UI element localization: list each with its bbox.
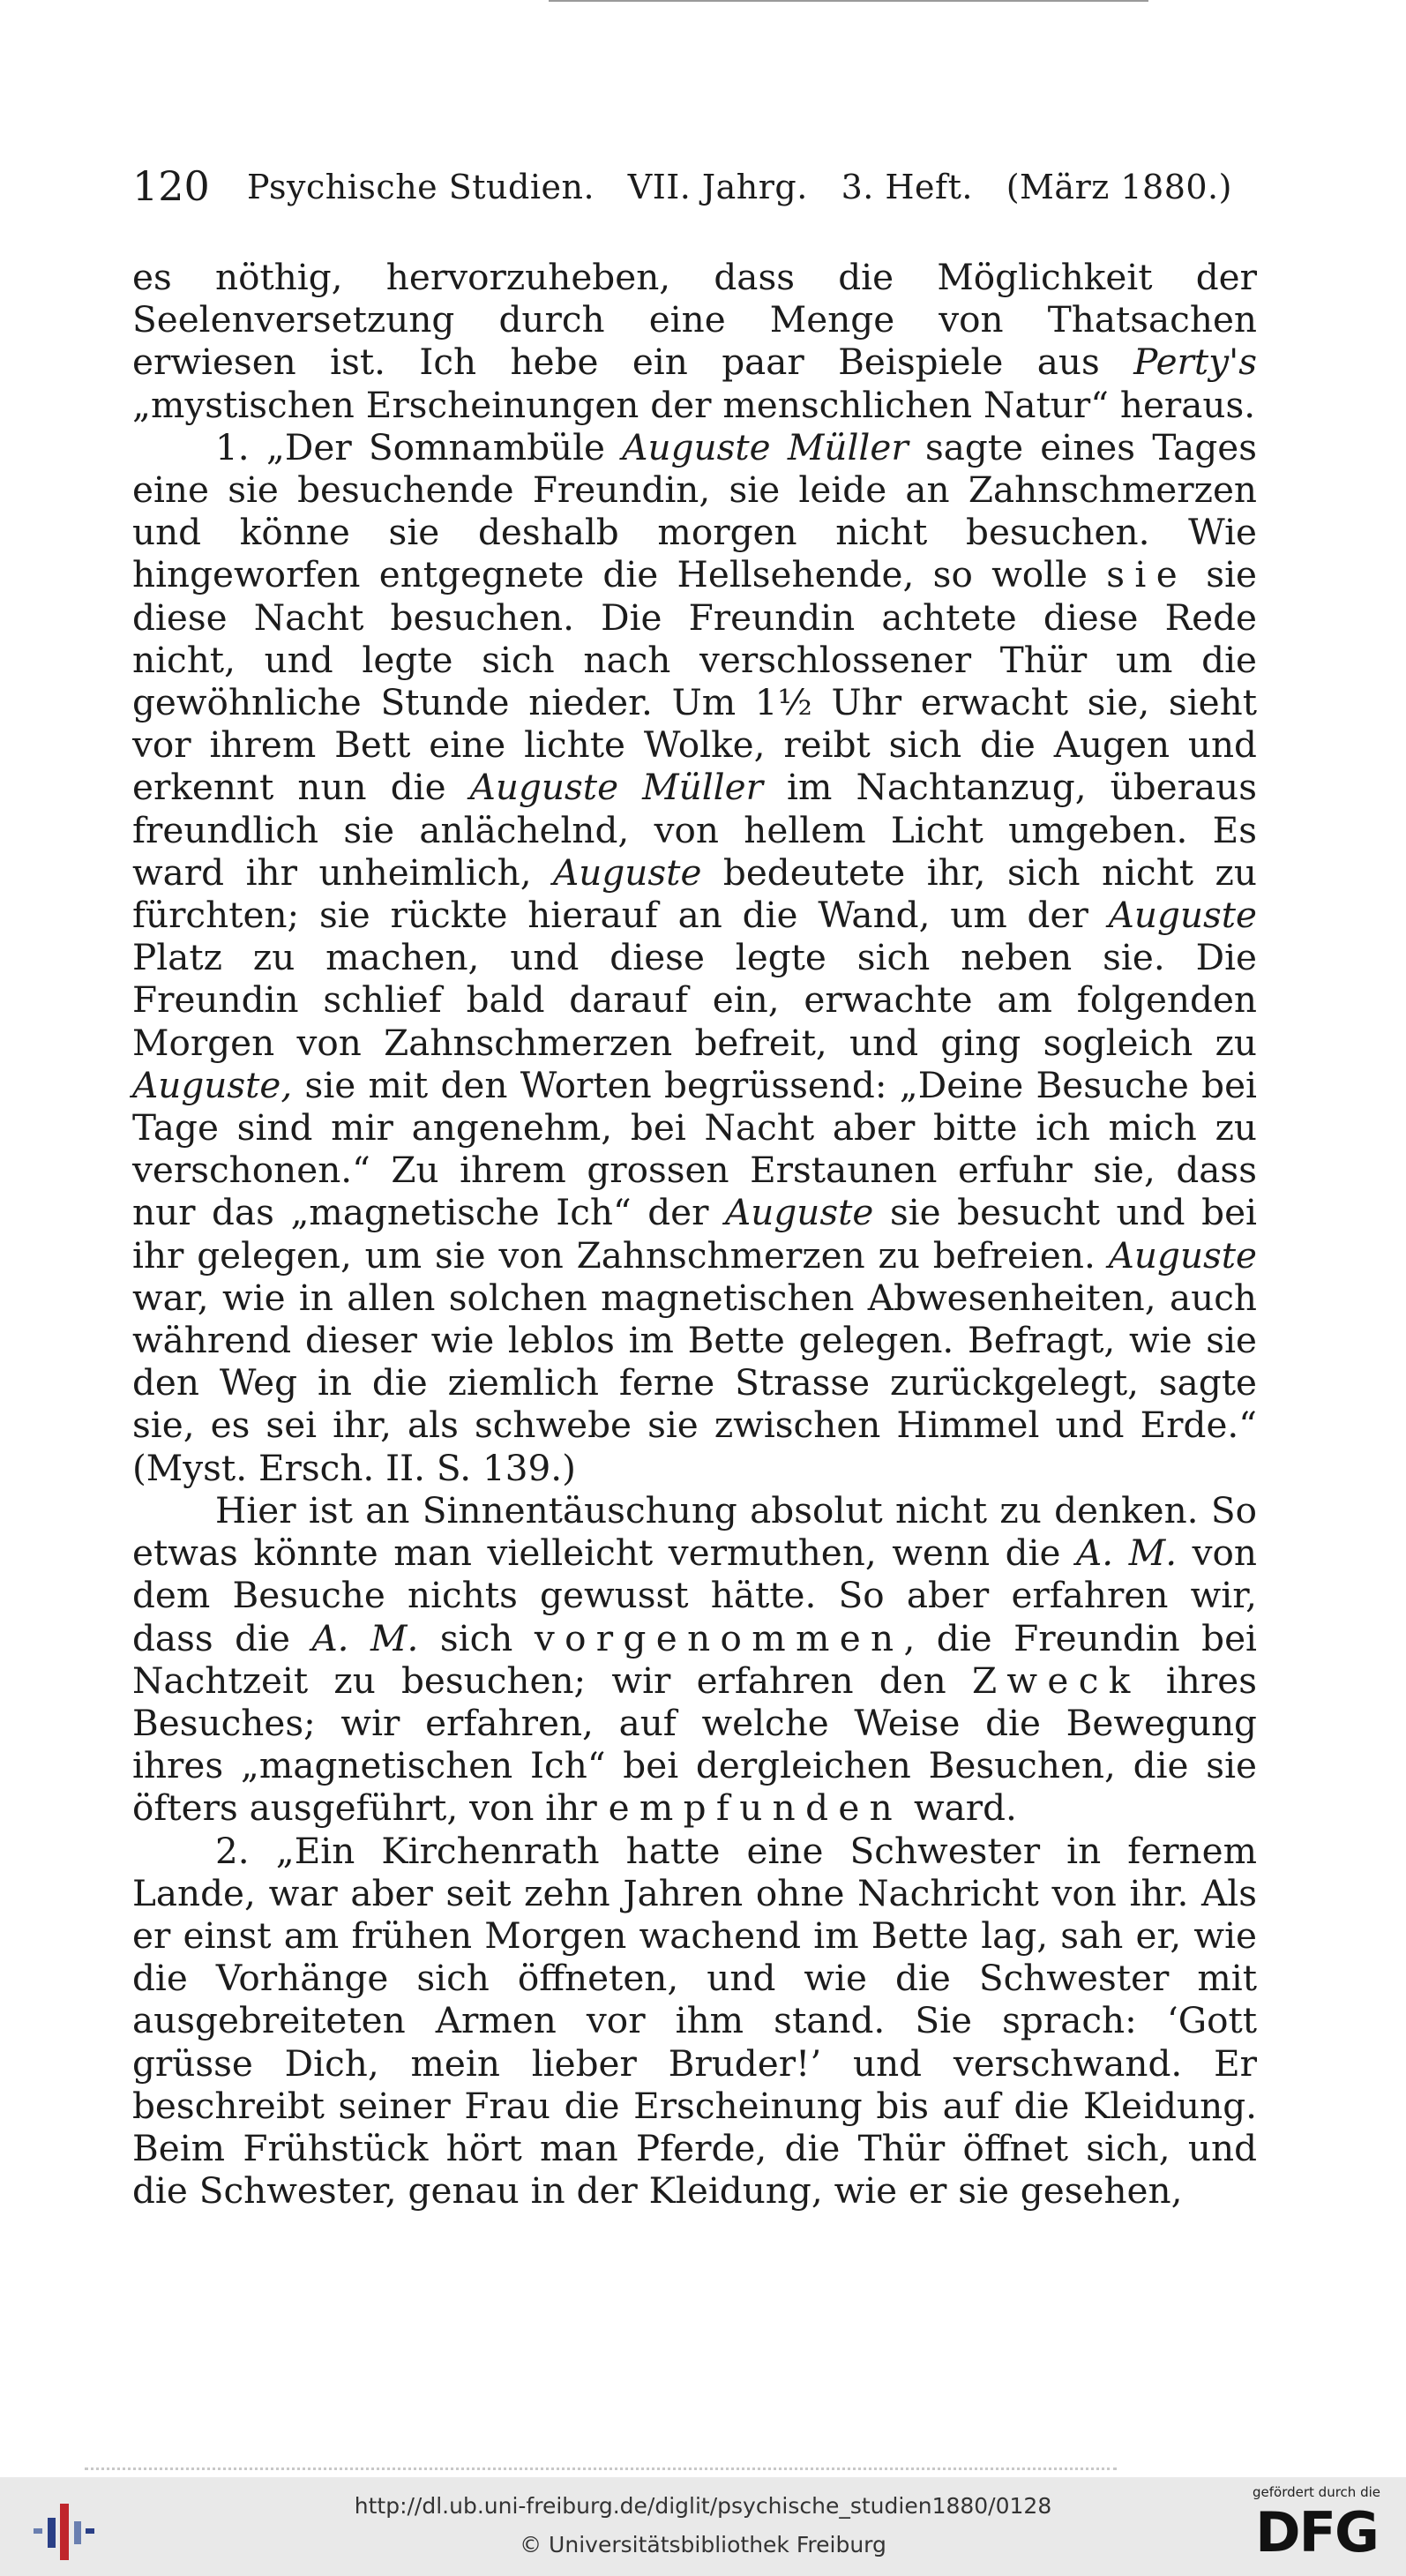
emphasis-text: vorgenommen (534, 1616, 904, 1659)
paragraph-3: Hier ist an Sinnentäuschung absolut nicht zu denken. So etwas könnte man vielleicht vermuthen, wenn die A. M. von dem Besuche nichts gewusst hätte. So aber erfahren wir, dass die A. M. sich vorgenommen, die Freundin bei Nachtzeit zu besuchen; wir erfahren den Zweck ihres Besuches; wir erfahren, auf welche Weise die Bewegung ihres „magnetischen Ich“ bei dergleichen Besuchen, die sie öfters ausgeführt, von ihr empfunden ward. (132, 1488, 1258, 1830)
dfg-logo (1239, 2484, 1394, 2572)
person-abbreviation: A. M. (1076, 1531, 1178, 1575)
emphasis-text: Zweck (971, 1659, 1141, 1702)
funder-caption: gefördert durch die (1253, 2484, 1380, 2500)
person-name: Auguste, (132, 1063, 293, 1106)
page-number: 120 (132, 162, 210, 210)
emphasis-text: sie (1106, 553, 1188, 596)
author-name: Perty's (1133, 341, 1257, 384)
running-title: Psychische Studien. VII. Jahrg. 3. Heft. (März 1880.) (247, 168, 1232, 206)
person-abbreviation: A. M. (311, 1616, 419, 1659)
paragraph-4: 2. „Ein Kirchenrath hatte eine Schwester in fernem Lande, war aber seit zehn Jahren ohne Nachricht von ihr. Als er einst am frühen Morgen wachend im Bette lag, sah er, wie die Vorhänge sich öffneten, und wie die Schwester mit ausgebreiteten Armen vor ihm stand. Sie sprach: ‘Gott grüsse Dich, mein lieber Bruder!’ und verschwand. Er beschreibt seiner Frau die Erscheinung bis auf die Kleidung. Beim Frühstück hört man Pferde, die Thür öffnet sich, und die Schwester, genau in der Kleidung, wie er sie gesehen, (132, 1829, 1257, 2213)
person-name: Auguste (1108, 1233, 1257, 1277)
paragraph-2: 1. „Der Somnambüle Auguste Müller sagte eines Tages eine sie besuchende Freundin, sie leide an Zahnschmerzen und könne sie deshalb morgen nicht besuchen. Wie hingeworfen entgegnete die Hellsehende, so wolle sie sie diese Nacht besuchen. Die Freundin achtete diese Rede nicht, und legte sich nach verschlossener Thür um die gewöhnliche Stunde nieder. Um 1½ Uhr erwacht sie, sieht vor ihrem Bett eine lichte Wolke, reibt sich die Augen und erkennt nun die Auguste Müller im Nachtanzug, überaus freundlich sie anlächelnd, von hellem Licht umgeben. Es ward ihr unheimlich, Auguste bedeutete ihr, sich nicht zu fürchten; sie rückte hierauf an die Wand, um der Auguste Platz zu machen, und diese legte sich neben sie. Die Freundin schlief bald darauf ein, erwachte am folgenden Morgen von Zahnschmerzen befreit, und ging sogleich zu Auguste, sie mit den Worten begrüssend: „Deine Besuche bei Tage sind mir angenehm, bei Nacht aber bitte ich mich zu verschonen.“ Zu ihrem grossen Erstaunen erfuhr sie, dass nur das „magnetische Ich“ der Auguste sie besucht und bei ihr gelegen, um sie von Zahnschmerzen zu befreien. Auguste war, wie in allen solchen magnetischen Abwesenheiten, auch während dieser wie leblos im Bette gelegen. Befragt, wie sie den Weg in die ziemlich ferne Strasse zurückgelegt, sagte sie, es sei ihr, als schwebe sie zwischen Himmel und Erde.“ (Myst. Ersch. II. S. 139.) (132, 425, 1258, 1489)
paragraph-1: es nöthig, hervorzuheben, dass die Möglichkeit der Seelenversetzung durch eine Menge von Thatsachen erwiesen ist. Ich hebe ein paar Beispiele aus Perty's „mystischen Erscheinungen der menschlichen Natur“ heraus. (132, 256, 1257, 426)
person-name: Auguste Müller (469, 766, 763, 809)
footer-url-link[interactable]: http://dl.ub.uni-freiburg.de/diglit/psychische_studien1880/0128 (354, 2493, 1052, 2519)
top-scan-edge (549, 0, 1148, 2)
body-text (132, 256, 1257, 2212)
emphasis-text: empfunden (608, 1786, 903, 1830)
person-name: Auguste (1108, 894, 1257, 937)
running-head (132, 162, 1279, 221)
footer-copyright: © Universitätsbibliothek Freiburg (520, 2532, 886, 2557)
bottom-scan-artifact (85, 2467, 1117, 2470)
person-name: Auguste (725, 1191, 874, 1234)
person-name: Auguste (553, 850, 702, 894)
person-name: Auguste Müller (622, 425, 909, 468)
footer-bar (0, 2477, 1406, 2576)
dfg-logo-text: DFG (1255, 2500, 1378, 2565)
